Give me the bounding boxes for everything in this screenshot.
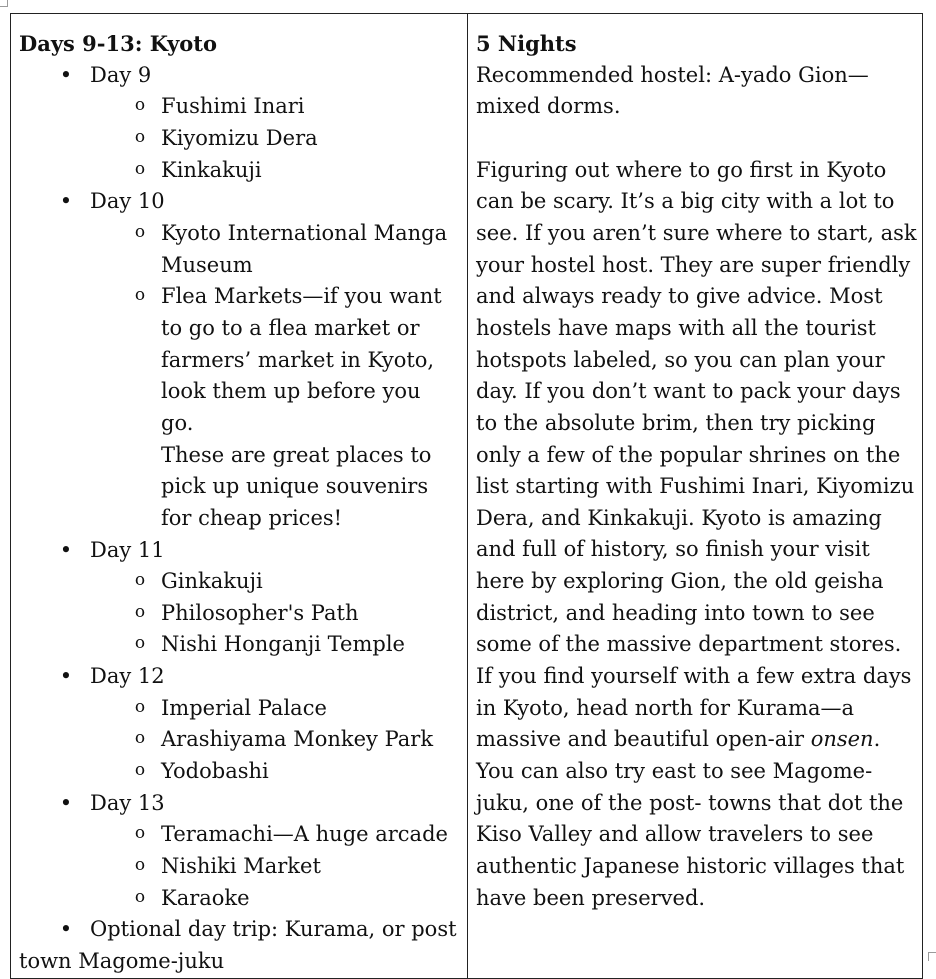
body-line: You can also try east to see Magome- [476,759,873,784]
body-line: can be scary. It’s a big city with a lot to [476,189,895,214]
circle-bullet-icon: o [134,696,146,717]
circle-bullet-icon: o [134,760,146,781]
activity-item [19,218,459,281]
body-line: Kiso Valley and allow travelers to see [476,822,874,847]
optional-text-line: town Magome-juku [19,949,225,974]
body-line: and full of history, so finish your visit [476,537,870,562]
body-line: hostels have maps with all the tourist [476,315,876,340]
body-line: authentic Japanese historic villages that [476,854,905,879]
day-12 [19,661,459,788]
blank-line [476,123,914,155]
day-bullet [19,60,459,92]
circle-bullet-icon: o [134,855,146,876]
body-line: list starting with Fushimi Inari, Kiyomizu [476,474,915,499]
day-bullet [19,661,459,693]
activity-text: Ginkakuji [161,569,263,594]
bullet-icon: • [59,189,73,214]
day-bullet [19,186,459,218]
circle-bullet-icon: o [134,886,146,907]
activity-text: Fushimi Inari [161,94,305,119]
day-11 [19,535,459,662]
section-title: Days 9-13: Kyoto [19,31,217,56]
body-line: Figuring out where to go first in Kyoto [476,157,887,182]
activity-item [19,281,459,534]
itinerary-cell [11,14,468,979]
circle-bullet-icon: o [134,570,146,591]
body-line: If you find yourself with a few extra days [476,664,912,689]
body-line: Dera, and Kinkakuji. Kyoto is amazing [476,505,882,530]
activity-text: Karaoke [161,885,250,910]
activity-item [19,598,459,630]
circle-bullet-icon: o [134,95,146,116]
itinerary-table [10,13,923,979]
bullet-icon: • [59,790,73,815]
day-label: Day 13 [90,790,165,815]
activity-text-line: Kyoto International Manga [161,220,448,245]
circle-bullet-icon: o [134,728,146,749]
activity-item [19,123,459,155]
day-label: Day 10 [90,189,165,214]
activity-text: Teramachi—A huge arcade [161,822,448,847]
activity-item [19,155,459,187]
activity-item [19,629,459,661]
circle-bullet-icon: o [134,823,146,844]
body-line: hotspots labeled, so you can plan your [476,347,885,372]
corner-crop-mark [0,0,8,7]
day-13 [19,788,459,915]
activity-item [19,693,459,725]
activity-text-line: farmers’ market in Kyoto, [161,347,435,372]
activity-text: Arashiyama Monkey Park [161,727,434,752]
bullet-icon: • [59,62,73,87]
body-line: and always ready to give advice. Most [476,284,883,309]
activity-item [19,91,459,123]
optional-day-trip-continued [0,946,459,978]
body-line: juku, one of the post- towns that dot the [476,790,904,815]
activity-text: Kiyomizu Dera [161,125,318,150]
activity-text-line: pick up unique souvenirs [161,474,429,499]
circle-bullet-icon: o [134,126,146,147]
day-label: Day 12 [90,664,165,689]
activity-text-line: for cheap prices! [161,505,343,530]
body-line: have been preserved. [476,885,706,910]
body-line: see. If you aren’t sure where to start, ask [476,220,917,245]
body-line: here by exploring Gion, the old geisha [476,569,884,594]
bullet-icon: • [59,537,73,562]
activity-text-line: look them up before you go. [161,379,421,435]
optional-day-trip [19,914,459,946]
circle-bullet-icon: o [134,633,146,654]
body-line: your hostel host. They are super friendly [476,252,911,277]
bullet-icon: • [59,664,73,689]
body-line: to the absolute brim, then try picking [476,410,876,435]
body-line: only a few of the popular shrines on the [476,442,901,467]
activity-text: Nishiki Market [161,854,321,879]
circle-bullet-icon: o [134,285,146,306]
notes-cell [468,14,923,979]
onsen-line [476,724,914,756]
optional-text-line: Optional day trip: Kurama, or post [90,917,457,942]
onsen-prefix: massive and beautiful open-air [476,727,811,752]
circle-bullet-icon: o [134,221,146,242]
nights-title: 5 Nights [476,31,577,56]
activity-text: Kinkakuji [161,157,262,182]
day-bullet [19,788,459,820]
activity-item [19,724,459,756]
circle-bullet-icon: o [134,601,146,622]
hostel-line: Recommended hostel: A-yado Gion— [476,62,869,87]
activity-text-line: Museum [161,252,253,277]
activity-item [19,566,459,598]
activity-item [19,756,459,788]
day-bullet [19,535,459,567]
activity-text: Yodobashi [161,759,269,784]
day-9 [19,60,459,187]
bullet-icon: • [59,917,73,942]
activity-text-line: These are great places to [161,442,432,467]
day-label: Day 9 [90,62,152,87]
body-line: in Kyoto, head north for Kurama—a [476,695,855,720]
circle-bullet-icon: o [134,158,146,179]
day-10 [19,186,459,534]
hostel-line: mixed dorms. [476,94,621,119]
activity-text: Philosopher's Path [161,600,359,625]
activity-item [19,851,459,883]
body-line: day. If you don’t want to pack your days [476,379,901,404]
activity-text: Imperial Palace [161,695,327,720]
activity-item [19,819,459,851]
day-label: Day 11 [90,537,165,562]
activity-text: Nishi Honganji Temple [161,632,405,657]
onsen-suffix: . [873,727,881,752]
activity-item [19,883,459,915]
activity-text-line: to go to a flea market or [161,315,420,340]
activity-text-line: Flea Markets—if you want [161,284,442,309]
body-line: district, and heading into town to see [476,600,875,625]
body-line: some of the massive department stores. [476,632,902,657]
itinerary-row [11,14,923,979]
onsen-word: onsen [810,727,874,752]
